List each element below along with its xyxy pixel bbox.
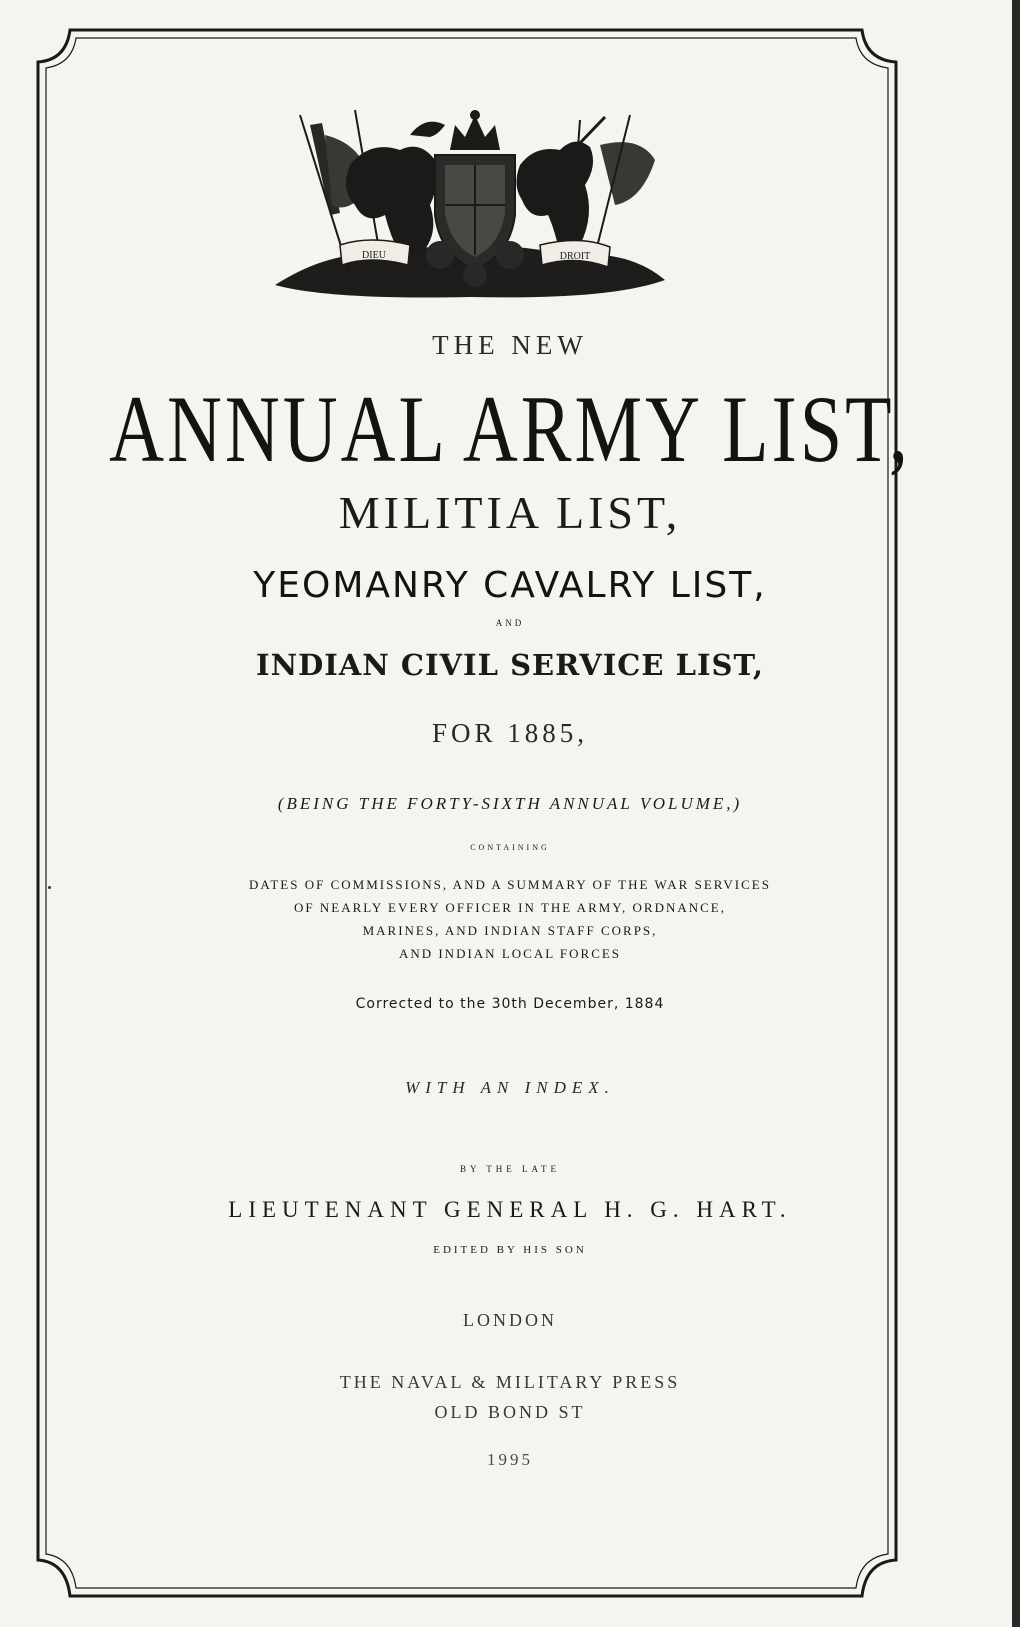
main-title: ANNUAL ARMY LIST, [109,377,911,483]
motto-left: DIEU [362,250,386,261]
description-line: MARINES, AND INDIAN STAFF CORPS, [362,923,658,938]
royal-coat-of-arms-icon [270,105,670,300]
indian-civil-service-title: INDIAN CIVIL SERVICE LIST, [256,648,764,682]
volume-note: (BEING THE FORTY-SIXTH ANNUAL VOLUME,) [277,794,743,813]
militia-list-title: MILITIA LIST, [338,487,682,538]
by-the-late-label: BY THE LATE [460,1164,560,1174]
the-new-heading: THE NEW [432,330,588,360]
description-line: DATES OF COMMISSIONS, AND A SUMMARY OF THE WAR SERVICES [249,877,771,892]
and-connector: AND [495,618,525,628]
motto-right: DROIT [559,251,591,262]
author-name: LIEUTENANT GENERAL H. G. HART. [228,1197,792,1222]
with-index-note: WITH AN INDEX. [405,1078,615,1097]
publisher-name: THE NAVAL & MILITARY PRESS [339,1372,681,1392]
publication-city: LONDON [463,1310,557,1330]
print-speck [48,886,51,889]
edited-by-label: EDITED BY HIS SON [433,1244,587,1256]
publication-year: 1995 [487,1450,533,1469]
containing-label: CONTAINING [470,843,550,852]
corrected-date: Corrected to the 30th December, 1884 [355,996,665,1012]
publisher-address: OLD BOND ST [434,1402,586,1422]
page-edge-shadow [1012,0,1020,1627]
yeomanry-list-title: YEOMANRY CAVALRY LIST, [253,565,767,606]
description-line: OF NEARLY EVERY OFFICER IN THE ARMY, ORDNANCE, [294,900,726,915]
for-year: FOR 1885, [431,718,589,748]
description-line: AND INDIAN LOCAL FORCES [398,946,622,961]
